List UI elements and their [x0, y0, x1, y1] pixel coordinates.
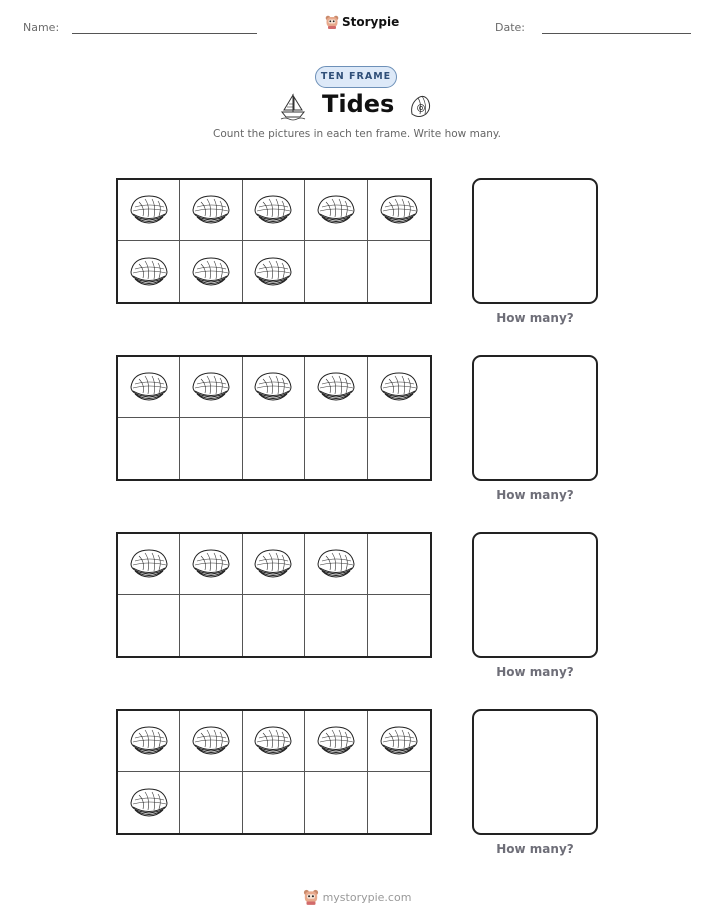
how-many-label: How many? [496, 488, 574, 502]
clam-shell-icon [251, 723, 295, 759]
ten-frame-cell [118, 772, 180, 833]
ten-frame-cell [118, 595, 180, 656]
clam-shell-icon [314, 546, 358, 582]
storypie-bear-icon [303, 888, 319, 906]
ten-frame-cell [305, 534, 367, 595]
clam-shell-icon [251, 369, 295, 405]
ten-frame-cell [243, 180, 305, 241]
clam-shell-icon [251, 254, 295, 290]
clam-shell-icon [314, 192, 358, 228]
ten-frame-cell [180, 418, 242, 479]
ten-frame-cell [368, 357, 430, 418]
ten-frame-cell [118, 711, 180, 772]
ten-frame [116, 709, 432, 835]
ten-frame-cell [368, 711, 430, 772]
how-many-label: How many? [496, 311, 574, 325]
answer-box[interactable] [472, 532, 598, 658]
brand-name: Storypie [342, 15, 400, 29]
ten-frame-cell [368, 534, 430, 595]
ten-frame [116, 178, 432, 304]
ten-frame-cell [180, 241, 242, 302]
page-title: Tides [322, 90, 395, 118]
clam-shell-icon [251, 546, 295, 582]
date-label: Date: [495, 21, 525, 34]
ten-frame-cell [305, 418, 367, 479]
clam-shell-icon [127, 369, 171, 405]
ten-frame-cell [368, 418, 430, 479]
clam-shell-icon [127, 723, 171, 759]
clam-shell-icon [314, 369, 358, 405]
ten-frame-cell [243, 595, 305, 656]
how-many-label: How many? [496, 665, 574, 679]
ten-frame-cell [305, 595, 367, 656]
ten-frame [116, 532, 432, 658]
ten-frame [116, 355, 432, 481]
date-line[interactable] [542, 33, 691, 34]
name-line[interactable] [72, 33, 257, 34]
ten-frame-cell [118, 180, 180, 241]
ten-frame-cell [305, 772, 367, 833]
ten-frame-badge: TEN FRAME [315, 66, 397, 88]
clam-shell-icon [377, 192, 421, 228]
ten-frame-cell [180, 595, 242, 656]
answer-box[interactable] [472, 709, 598, 835]
ten-frame-cell [243, 711, 305, 772]
ten-frame-cell [368, 241, 430, 302]
footer-site: mystorypie.com [322, 890, 412, 904]
ten-frame-cell [305, 711, 367, 772]
ten-frame-cell [243, 418, 305, 479]
clam-shell-icon [127, 192, 171, 228]
ten-frame-cell [243, 534, 305, 595]
clam-shell-icon [189, 369, 233, 405]
name-label: Name: [23, 21, 60, 34]
clam-shell-icon [189, 254, 233, 290]
ten-frame-cell [243, 357, 305, 418]
ten-frame-cell [368, 772, 430, 833]
clam-shell-icon [377, 369, 421, 405]
ten-frame-cell [243, 772, 305, 833]
sailboat-icon [280, 91, 306, 121]
ten-frame-cell [180, 357, 242, 418]
ten-frame-cell [180, 180, 242, 241]
ten-frame-cell [118, 418, 180, 479]
clam-shell-icon [127, 785, 171, 821]
ten-frame-cell [118, 241, 180, 302]
how-many-label: How many? [496, 842, 574, 856]
clam-shell-icon [189, 546, 233, 582]
ten-frame-cell [118, 534, 180, 595]
clam-shell-icon [251, 192, 295, 228]
footer [0, 888, 714, 906]
answer-box[interactable] [472, 178, 598, 304]
ten-frame-cell [368, 180, 430, 241]
ten-frame-cell [305, 241, 367, 302]
ten-frame-cell [180, 534, 242, 595]
ten-frame-cell [368, 595, 430, 656]
ten-frame-cell [243, 241, 305, 302]
ten-frame-cell [305, 357, 367, 418]
ten-frame-cell [180, 772, 242, 833]
brand-logo [325, 14, 399, 30]
ten-frame-cell [305, 180, 367, 241]
clam-shell-icon [189, 723, 233, 759]
clam-shell-icon [127, 546, 171, 582]
clam-shell-icon [127, 254, 171, 290]
clam-shell-icon [377, 723, 421, 759]
storypie-bear-icon [325, 14, 339, 30]
answer-box[interactable] [472, 355, 598, 481]
instructions: Count the pictures in each ten frame. Write how many. [213, 128, 501, 140]
ten-frame-cell [118, 357, 180, 418]
clam-shell-icon [189, 192, 233, 228]
ten-frame-cell [180, 711, 242, 772]
seashell-icon [408, 92, 434, 120]
clam-shell-icon [314, 723, 358, 759]
